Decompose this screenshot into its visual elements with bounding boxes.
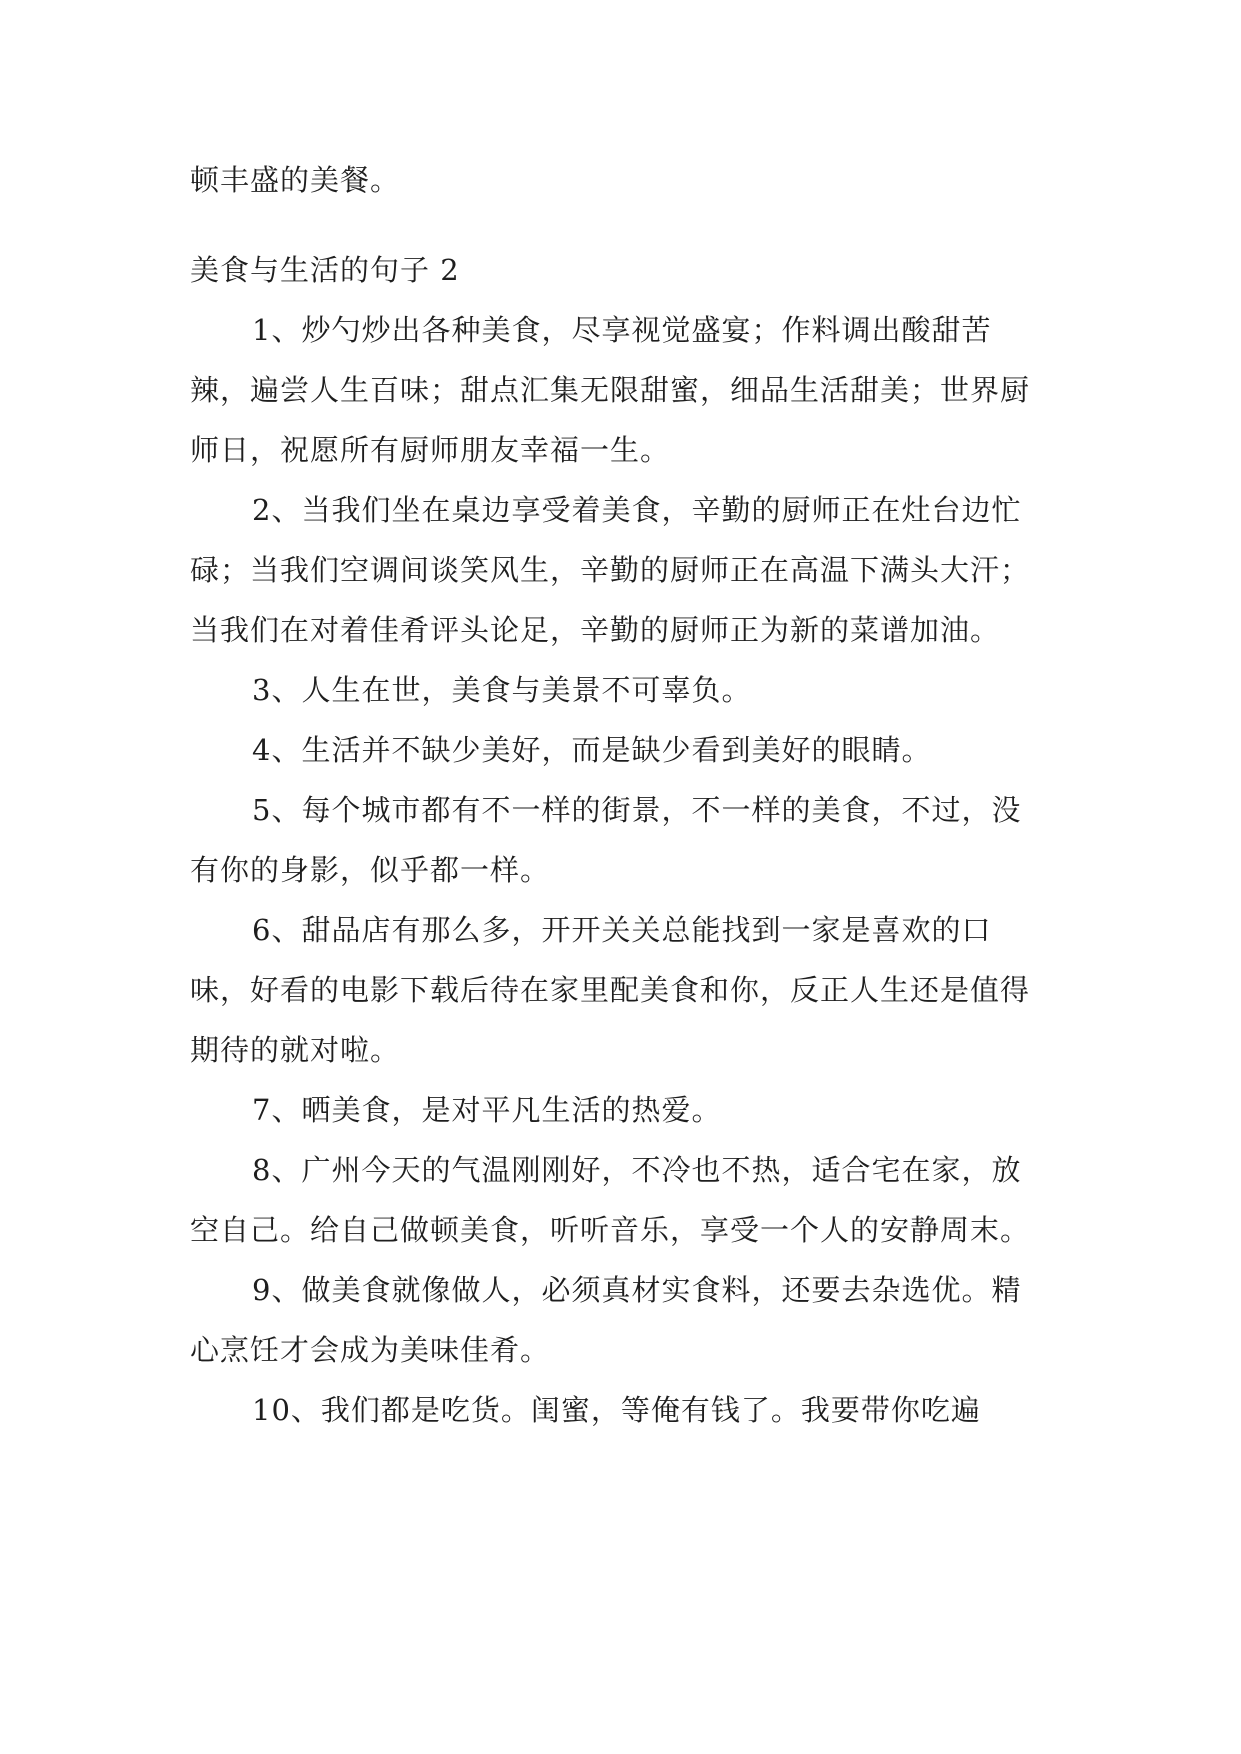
- document-body: [190, 150, 1050, 1440]
- list-item: 7、晒美食，是对平凡生活的热爱。: [252, 1093, 722, 1127]
- list-item: 3、人生在世，美食与美景不可辜负。: [252, 673, 752, 707]
- list-item: 6、甜品店有那么多，开开关关总能找到一家是喜欢的口味，好看的电影下载后待在家里配美食和你，反正人生还是值得期待的就对啦。: [190, 913, 1031, 1067]
- list-item: 2、当我们坐在桌边享受着美食，辛勤的厨师正在灶台边忙碌；当我们空调间谈笑风生，辛勤的厨师正在高温下满头大汗；当我们在对着佳肴评头论足，辛勤的厨师正为新的菜谱加油。: [190, 493, 1031, 647]
- list-item: 10、我们都是吃货。闺蜜，等俺有钱了。我要带你吃遍: [252, 1393, 981, 1427]
- list-item: 5、每个城市都有不一样的街景，不一样的美食，不过，没有你的身影，似乎都一样。: [190, 793, 1022, 887]
- list-item: 8、广州今天的气温刚刚好，不冷也不热，适合宅在家，放空自己。给自己做顿美食，听听音乐，享受一个人的安静周末。: [190, 1153, 1031, 1247]
- section-heading: 美食与生活的句子 2: [190, 253, 460, 287]
- list-item: 4、生活并不缺少美好，而是缺少看到美好的眼睛。: [252, 733, 932, 767]
- list-item: 1、炒勺炒出各种美食，尽享视觉盛宴；作料调出酸甜苦辣，遍尝人生百味；甜点汇集无限甜蜜，细品生活甜美；世界厨师日，祝愿所有厨师朋友幸福一生。: [190, 313, 1031, 467]
- list-item: 9、做美食就像做人，必须真材实食料，还要去杂选优。精心烹饪才会成为美味佳肴。: [190, 1273, 1022, 1367]
- continuation-text: 顿丰盛的美餐。: [190, 163, 401, 197]
